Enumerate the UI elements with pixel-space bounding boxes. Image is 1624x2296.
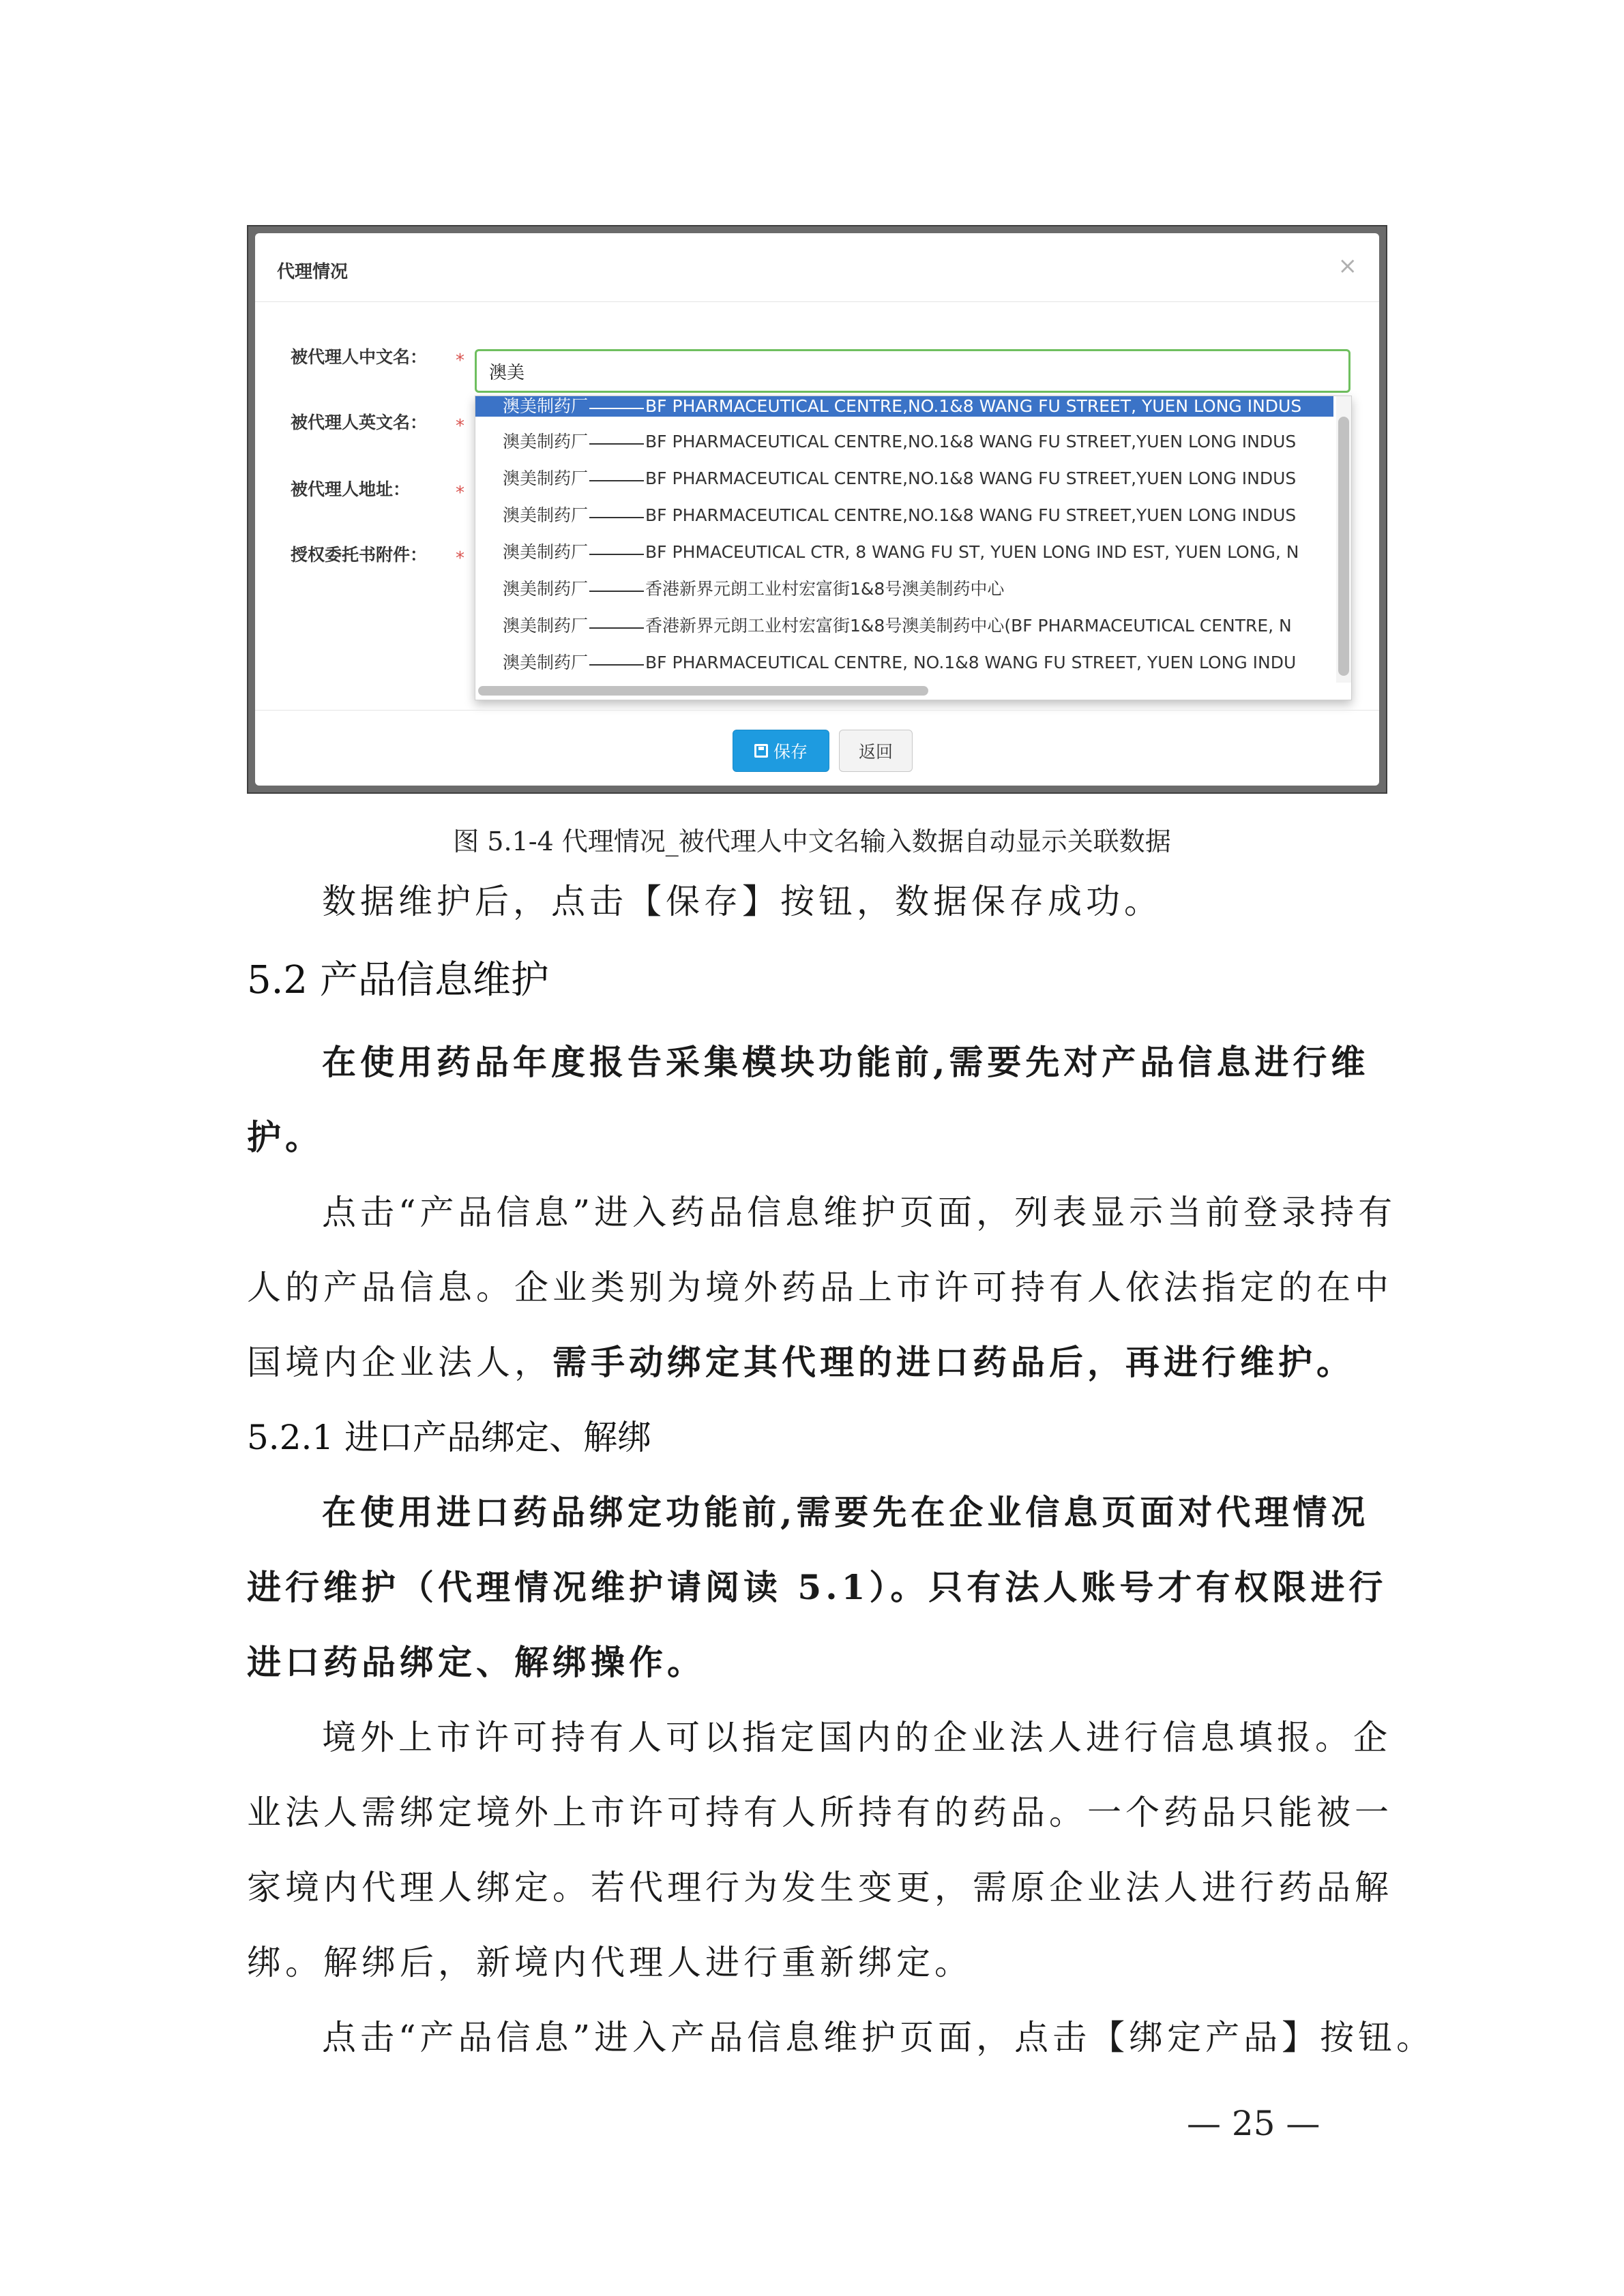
paragraph-5-line-3: 家境内代理人绑定。若代理行为发生变更，需原企业法人进行药品解: [247, 1868, 1393, 1907]
modal-footer: [255, 710, 1379, 786]
required-mark: *: [456, 483, 464, 503]
dropdown-item[interactable]: 澳美制药厂 香港新界元朗工业村宏富街1&8号澳美制药中心(BF PHARMACEUTICAL CENTRE, N: [503, 616, 1292, 636]
paragraph-3-line-3: [247, 1335, 1393, 1384]
dropdown-item[interactable]: 澳美制药厂 BF PHARMACEUTICAL CENTRE,NO.1&8 WANG FU STREET,YUEN LONG INDUS: [503, 505, 1297, 525]
close-icon[interactable]: ×: [1338, 252, 1357, 280]
save-button-label: 保存: [773, 742, 808, 762]
cn-name-label: 被代理人中文名：: [291, 347, 428, 367]
paragraph-5-line-1: 境外上市许可持有人可以指定国内的企业法人进行信息填报。企: [322, 1718, 1391, 1757]
required-mark: *: [456, 548, 464, 569]
dropdown-item[interactable]: 澳美制药厂 BF PHARMACEUTICAL CENTRE,NO.1&8 WANG FU STREET,YUEN LONG INDUS: [503, 432, 1297, 451]
required-mark: *: [456, 416, 464, 436]
dropdown-item[interactable]: 澳美制药厂 BF PHMACEUTICAL CTR, 8 WANG FU ST, YUEN LONG IND EST, YUEN LONG, N: [503, 542, 1299, 562]
dropdown-item[interactable]: 澳美制药厂 BF PHARMACEUTICAL CENTRE, NO.1&8 WANG FU STREET, YUEN LONG INDU: [503, 653, 1297, 672]
paragraph-2-line-2: 护。: [247, 1117, 323, 1157]
vertical-scrollbar[interactable]: [1336, 396, 1351, 683]
address-label: 被代理人地址：: [291, 479, 411, 499]
back-button-label: 返回: [858, 742, 893, 762]
horizontal-scroll-thumb[interactable]: [478, 686, 928, 696]
section-heading-5-2-1: 5.2.1 进口产品绑定、解绑: [247, 1418, 652, 1457]
save-button[interactable]: [733, 730, 829, 772]
dropdown-item[interactable]: 澳美制药厂 香港新界元朗工业村宏富街1&8号澳美制药中心: [503, 579, 1005, 599]
modal-title: 代理情况: [277, 262, 349, 282]
figure-caption: 图 5.1-4 代理情况_被代理人中文名输入数据自动显示关联数据: [453, 826, 1171, 856]
floppy-disk-icon: [754, 744, 768, 758]
section-heading-5-2: 5.2 产品信息维护: [247, 958, 549, 1002]
paragraph-4-line-1: 在使用进口药品绑定功能前,需要先在企业信息页面对代理情况: [322, 1492, 1370, 1532]
paragraph-3-line-2: 人的产品信息。企业类别为境外药品上市许可持有人依法指定的在中: [247, 1268, 1393, 1307]
paragraph-1: 数据维护后，点击【保存】按钮，数据保存成功。: [322, 882, 1162, 921]
back-button[interactable]: [839, 730, 913, 772]
required-mark: *: [456, 351, 464, 371]
dropdown-item[interactable]: 澳美制药厂 BF PHARMACEUTICAL CENTRE,NO.1&8 WANG FU STREET,YUEN LONG INDUS: [503, 468, 1297, 488]
agency-modal: [255, 233, 1379, 786]
paragraph-3-text: 国境内企业法人，: [247, 1343, 552, 1382]
vertical-scroll-thumb[interactable]: [1338, 417, 1349, 676]
en-name-label: 被代理人英文名：: [291, 413, 428, 432]
paragraph-4-line-3: 进口药品绑定、解绑操作。: [247, 1642, 705, 1682]
page-number: — 25 —: [1187, 2104, 1320, 2143]
paragraph-2-line-1: 在使用药品年度报告采集模块功能前,需要先对产品信息进行维: [322, 1042, 1370, 1082]
paragraph-5-line-2: 业法人需绑定境外上市许可持有人所持有的药品。一个药品只能被一: [247, 1793, 1393, 1832]
paragraph-3-emphasis: 需手动绑定其代理的进口药品后，再进行维护。: [552, 1342, 1355, 1382]
paragraph-3-line-1: 点击“产品信息”进入药品信息维护页面，列表显示当前登录持有: [322, 1193, 1397, 1232]
paragraph-5-line-4: 绑。解绑后，新境内代理人进行重新绑定。: [247, 1943, 973, 1982]
autocomplete-dropdown: [475, 396, 1352, 700]
attachment-label: 授权委托书附件：: [291, 545, 428, 565]
screenshot-figure: [247, 225, 1387, 794]
paragraph-6: 点击“产品信息”进入产品信息维护页面，点击【绑定产品】按钮。: [322, 2018, 1435, 2057]
dropdown-item[interactable]: 澳美制药厂 BF PHARMACEUTICAL CENTRE,NO.1&8 WANG FU STREET, YUEN LONG INDUS: [475, 396, 1333, 417]
cn-name-input[interactable]: [475, 349, 1350, 393]
paragraph-4-line-2: 进行维护（代理情况维护请阅读 5.1）。只有法人账号才有权限进行: [247, 1567, 1387, 1607]
modal-header: [255, 233, 1379, 302]
